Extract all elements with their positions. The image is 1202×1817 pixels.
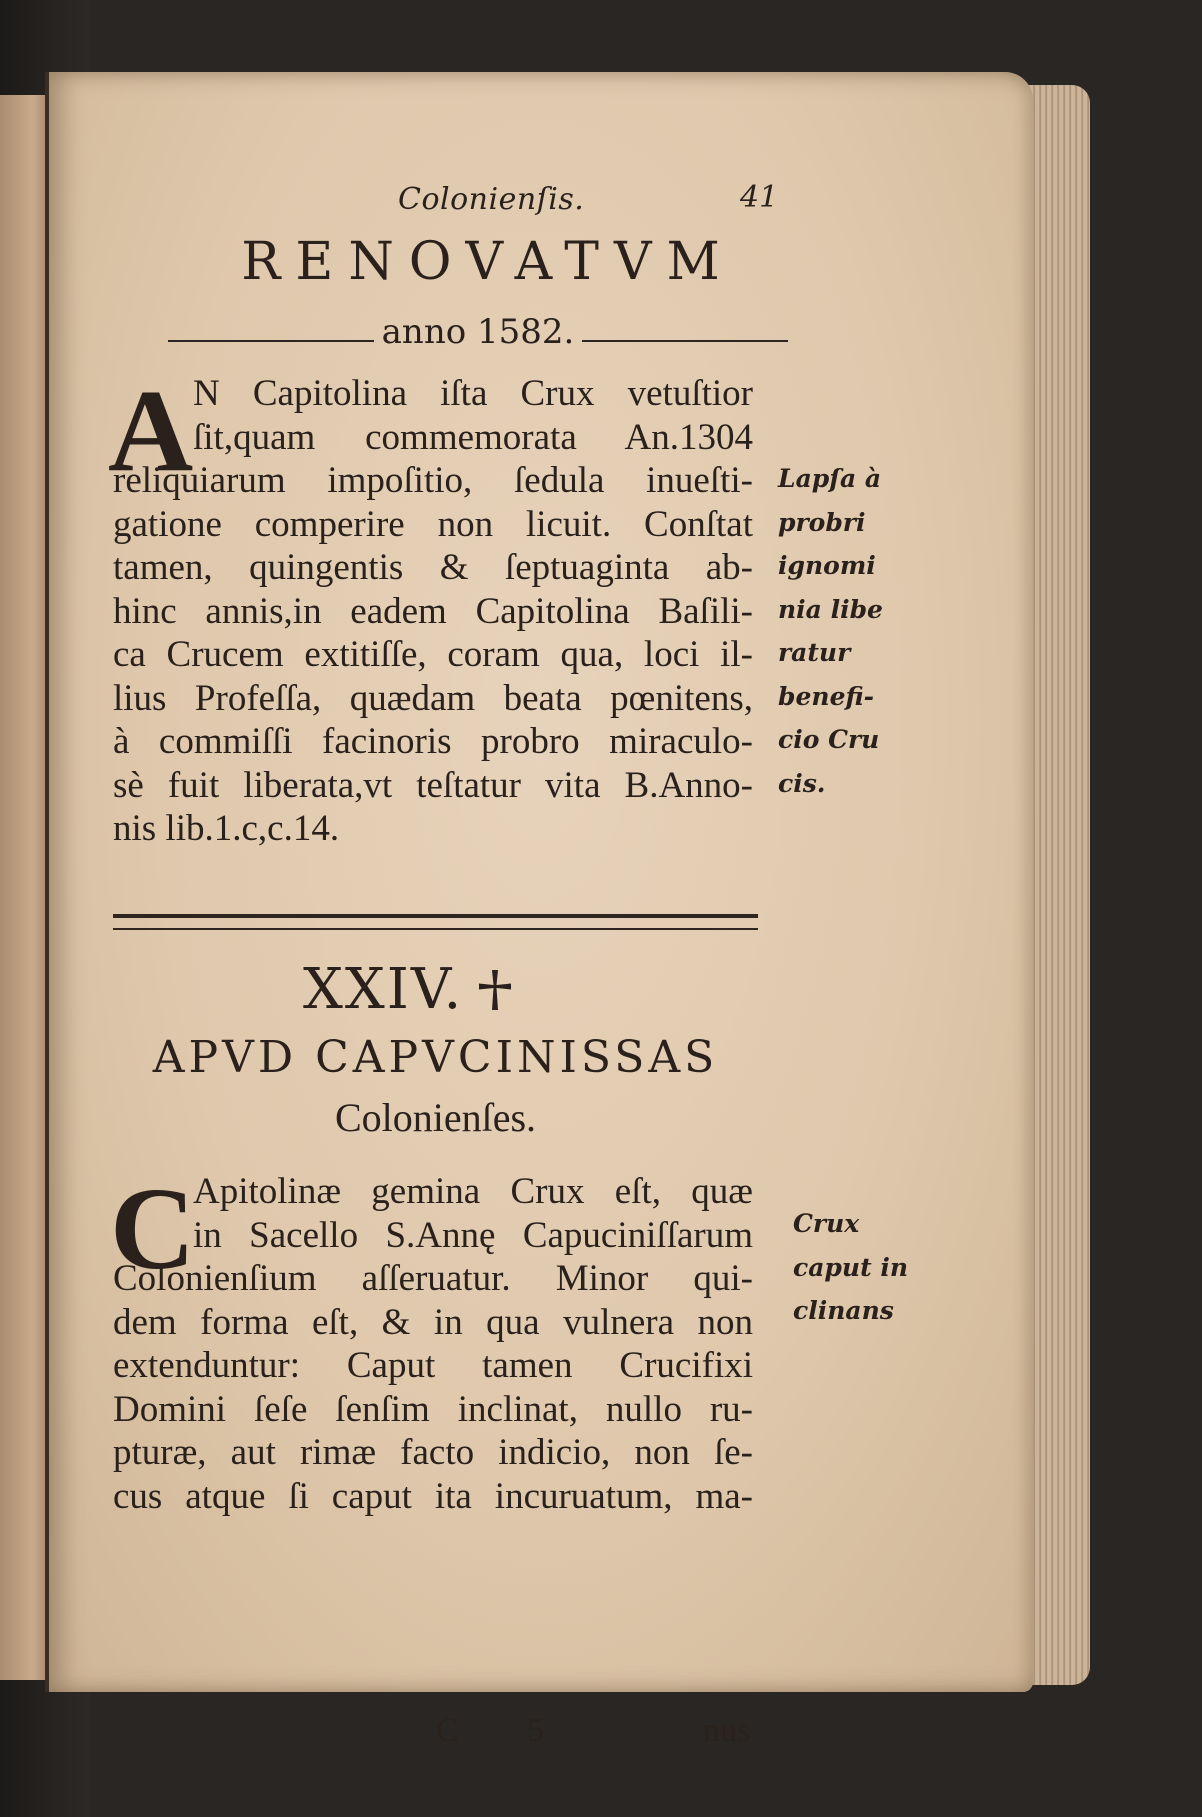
page-number: 41 <box>740 180 779 215</box>
subtitle-rule-left <box>168 340 374 342</box>
section1-paragraph <box>113 372 753 851</box>
text-line: reliquiarum impoſitio, ſedula inueſti- <box>113 460 753 501</box>
text-line: à commiſſi facinoris probro miraculo- <box>113 721 753 762</box>
printer-signature: C 5 <box>436 1712 575 1749</box>
section2-subtitle: Colonienſes. <box>334 1095 537 1140</box>
section2-title: APVD CAPVCINISSAS <box>152 1032 719 1083</box>
section2-number-row <box>303 957 519 1022</box>
gutter <box>45 72 49 1692</box>
gloss-line: Lapſa à <box>778 464 882 493</box>
section1-subtitle-row <box>168 312 788 352</box>
drop-cap: A <box>108 365 194 496</box>
section2-number: XXIV. <box>303 957 464 1022</box>
text-line: dem forma eſt, & in qua vulnera non <box>113 1301 753 1343</box>
gloss-line: probri <box>778 507 866 537</box>
marginal-gloss <box>778 457 908 805</box>
gloss-line: caput in <box>793 1252 909 1282</box>
drop-cap: C <box>110 1163 196 1294</box>
text-line: N Capitolina iſta Crux vetuſtior <box>193 373 753 414</box>
text-line: lius Profeſſa, quædam beata pœnitens, <box>113 677 753 719</box>
text-line: in Sacello S.Annę Capuciniſſarum <box>193 1214 753 1256</box>
section1-title: RENOVATVM <box>241 232 735 292</box>
book-page <box>48 72 1033 1749</box>
text-line: Domini ſeſe ſenſim inclinat, nullo ru- <box>113 1388 753 1430</box>
text-line: Colonienſium aſſeruatur. Minor qui- <box>113 1258 753 1299</box>
section2-paragraph <box>113 1170 753 1518</box>
gloss-line: Crux <box>793 1209 860 1238</box>
running-head: Colonienſis. <box>398 182 585 217</box>
gloss-line: nia libe <box>778 594 883 624</box>
marginal-gloss <box>793 1202 923 1333</box>
cross-pattee-icon <box>471 966 519 1014</box>
text-line: ſit,quam commemorata An.1304 <box>193 416 753 458</box>
catchword: nus <box>703 1712 751 1749</box>
section1-subtitle: anno 1582. <box>381 312 575 352</box>
section-divider <box>113 914 758 930</box>
gloss-line: benefi- <box>778 681 875 711</box>
text-line: cus atque ſi caput ita incuruatum, ma- <box>113 1475 753 1517</box>
gloss-line: ratur <box>778 638 851 667</box>
text-line: tamen, quingentis & ſeptuaginta ab- <box>113 547 753 588</box>
text-line: extenduntur: Caput tamen Crucifixi <box>113 1345 753 1386</box>
text-line: Apitolinæ gemina Crux eſt, quæ <box>193 1171 753 1212</box>
text-line: gatione comperire non licuit. Conſtat <box>113 503 753 545</box>
gloss-line: clinans <box>793 1296 894 1325</box>
gloss-line: cis. <box>778 768 826 798</box>
subtitle-rule-right <box>582 340 788 342</box>
text-line: nis lib.1.c,c.14. <box>113 808 340 849</box>
text-line: ca Crucem extitiſſe, coram qua, loci il- <box>113 634 753 675</box>
gloss-line: ignomi <box>778 551 876 580</box>
text-line: sè fuit liberata,vt teſtatur vita B.Anno- <box>113 764 753 806</box>
text-line: pturæ, aut rimæ facto indicio, non ſe- <box>113 1432 753 1473</box>
gloss-line: cio Cru <box>778 725 880 754</box>
text-line: hinc annis,in eadem Capitolina Baſili- <box>113 590 753 632</box>
